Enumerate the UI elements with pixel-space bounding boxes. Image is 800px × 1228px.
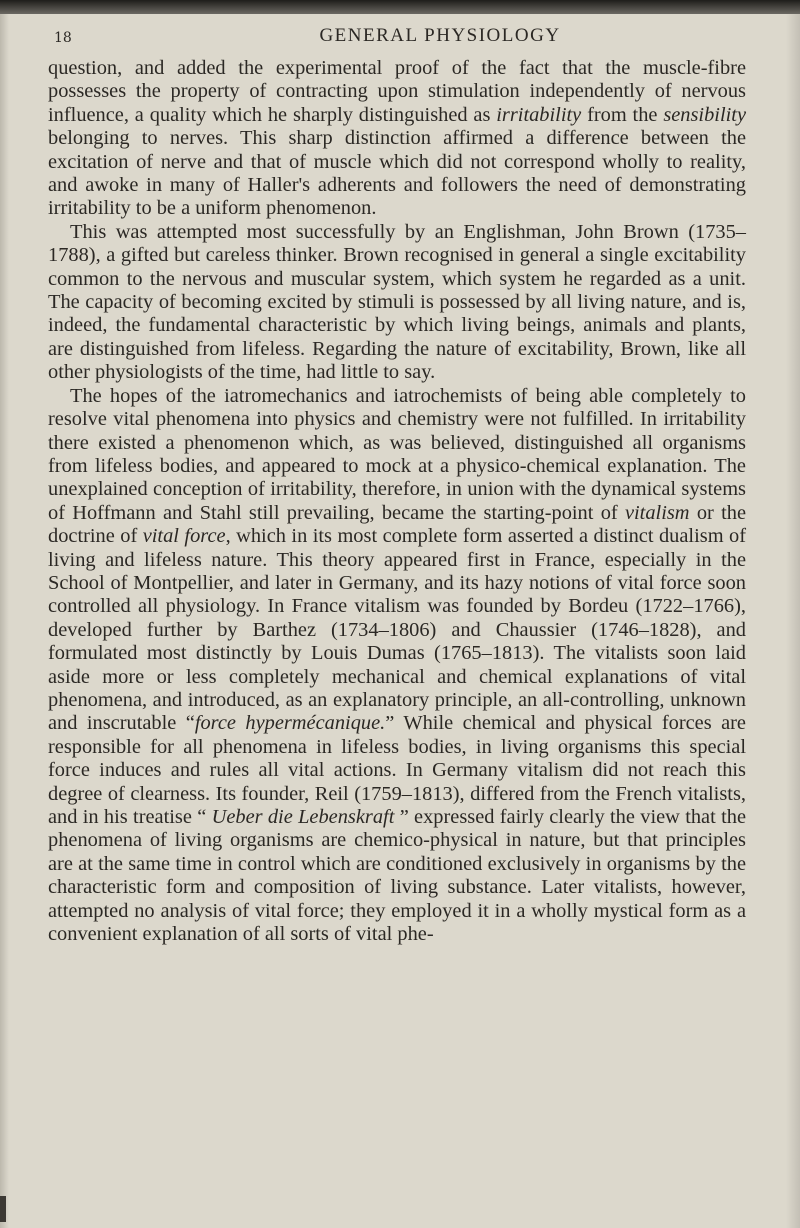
page-left-edge xyxy=(0,14,9,1228)
text-span: belonging to nerves. This sharp distinction affirmed a difference between the excitation of nerve and that of muscle which did not correspond wholly to reality, and awoke in many of Haller's adherents and followers the need of demonstrating irritability to be a uniform phenomenon. xyxy=(48,127,746,220)
text-span: The hopes of the iatromechanics and iatrochemists of being able completely to resolve vital phenomena into physics and chemistry were not fulfilled. In irritability there existed a phenomenon which, as was believed, distinguished all organisms from lifeless bodies, and appeared to mock at a physico-chemical explanation. The unexplained conception of irritability, therefore, in union with the dynamical systems of Hoffmann and Stahl still prevailing, became the starting-point of xyxy=(48,384,746,524)
text-span: question, and added the experimental proof of the fact that the muscle-fibre possesses the property of contracting upon stimulation independently of nervous influence, a quality which he sharply distinguished as xyxy=(48,57,746,126)
text-span: ” expressed fairly clearly the view that the phenomena of living organisms are chemico-physical in nature, but that principles are at the same time in control which are conditioned exclusively in organisms by the characteristic form and composition of living substance. Later vitalists, however, attempted no analysis of vital force; they employed it in a wholly mystical form as a convenient explanation of all sorts of vital phe- xyxy=(48,806,746,946)
scan-shadow-top xyxy=(0,0,800,14)
page-right-edge xyxy=(786,14,800,1228)
page-number: 18 xyxy=(54,30,72,46)
paragraph-1 xyxy=(48,57,746,221)
text-span: ” While chemical and physical forces are responsible for all phenomena in lifeless bodies, in living organisms this special force induces and rules all vital actions. In Germany vitalism did not reach this degree of clearness. Its founder, Reil (1759–1813), differed from the French vitalists, and in his treatise “ xyxy=(48,712,746,828)
italic-term-sensibility: sensibility xyxy=(663,103,747,126)
italic-title-lebenskraft: Ueber die Lebenskraft xyxy=(211,806,395,828)
italic-term-vitalism: vitalism xyxy=(624,501,690,524)
paragraph-2 xyxy=(48,221,746,385)
text-span: This was attempted most successfully by an Englishman, John Brown (1735–1788), a gifted but careless thinker. Brown recognised in general a single excitability common to the nervous and muscular system, which system he regarded as a unit. The capacity of becoming excited by stimuli is possessed by all living nature, and is, indeed, the fundamental characteristic by which living beings, animals and plants, are distinguished from lifeless. Regarding the nature of excitability, Brown, like all other physiologists of the time, had little to say. xyxy=(48,220,746,384)
italic-term-force-hypermecanique: force hypermécanique. xyxy=(194,712,386,735)
italic-term-vital-force: vital force xyxy=(142,525,226,548)
italic-term-irritability: irritability xyxy=(496,103,582,126)
text-span: from the xyxy=(581,103,664,126)
text-span: or the doctrine of xyxy=(48,501,747,548)
paragraph-3 xyxy=(48,385,746,947)
body-text xyxy=(48,57,746,946)
binding-mark xyxy=(0,1196,6,1222)
running-head: GENERAL PHYSIOLOGY xyxy=(319,25,561,46)
text-span: , which in its most complete form asserted a distinct dualism of living and lifeless nature. This theory appeared first in France, especially in the School of Montpellier, and later in Germany, and its hazy notions of vital force soon controlled all physiology. In France vitalism was founded by Bordeu (1722–1766), developed further by Barthez (1734–1806) and Chaussier (1746–1828), and formulated most distinctly by Louis Dumas (1765–1813). The vitalists soon laid aside more or less completely mechanical and chemical explanations of vital phenomena, and introduced, as an explanatory principle, an all-controlling, unknown and inscrutable “ xyxy=(48,525,746,735)
